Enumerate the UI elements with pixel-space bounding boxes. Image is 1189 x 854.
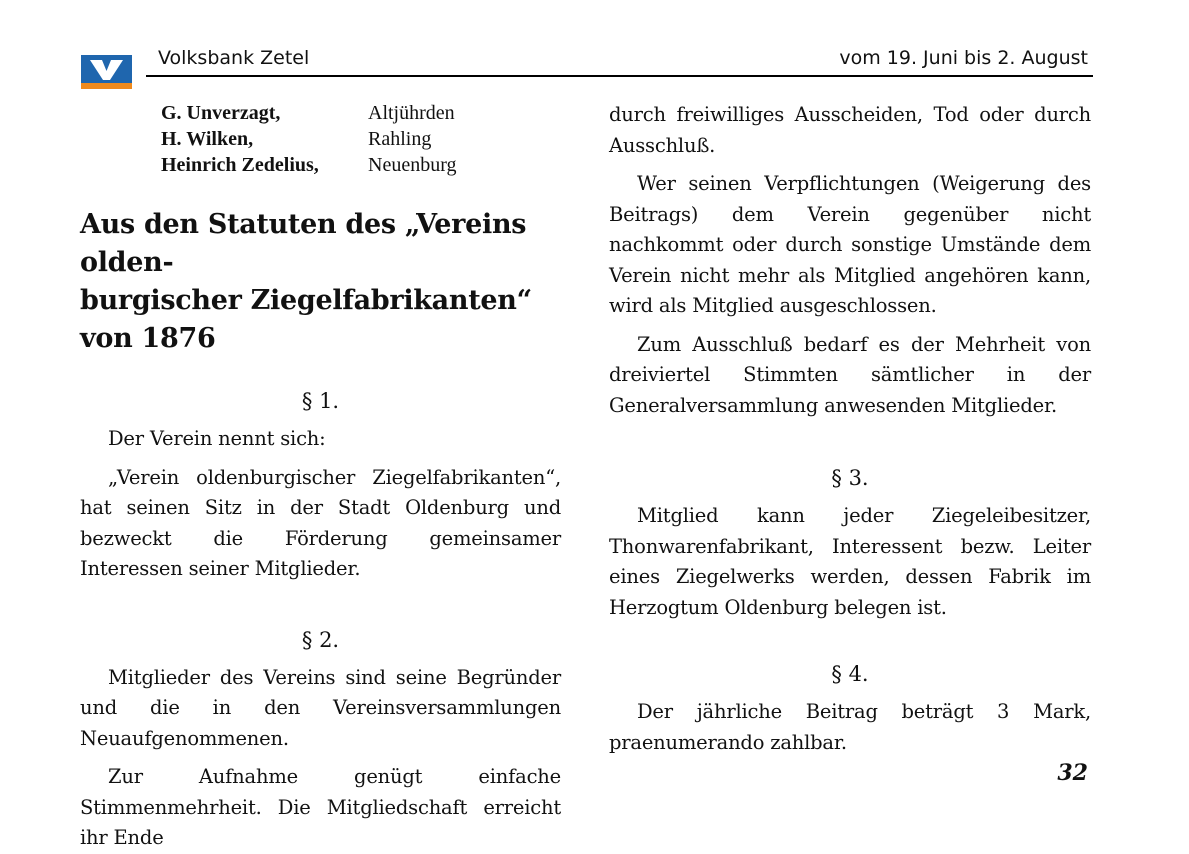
board-list: [161, 100, 561, 178]
section-1-heading: § 1.: [301, 389, 340, 413]
date-range: vom 19. Juni bis 2. August: [839, 47, 1088, 69]
section-2-paragraph: Mitglieder des Vereins sind seine Begründer und die in den Vereinsversammlungen Neuaufgenommenen.: [80, 665, 561, 750]
section-1-paragraph: Der Verein nennt sich:: [108, 427, 326, 450]
section-3-heading: § 3.: [831, 466, 869, 490]
bank-name: Volksbank Zetel: [158, 47, 310, 69]
statutes-title-line2: burgischer Ziegelfabrikanten“ von 1876: [80, 285, 532, 354]
section-2-paragraph: Wer seinen Verpflichtungen (Weigerung des Beitrags) dem Verein gegenüber nicht nachkommt oder durch sonstige Umstände dem Verein nicht mehr als Mitglied angehören kann, wird als Mitglied ausgeschlossen.: [609, 172, 1091, 317]
section-3-paragraph: Mitglied kann jeder Ziegeleibesitzer, Thonwarenfabrikant, Interessent bezw. Leiter eines Ziegelwerks werden, dessen Fabrik im Herzogtum Oldenburg belegen ist.: [609, 504, 1091, 619]
board-member-name: H. Wilken,: [161, 128, 254, 150]
page-number: 32: [1057, 760, 1088, 786]
left-column: [80, 100, 561, 854]
section-2-paragraph: Zum Ausschluß bedarf es der Mehrheit von dreiviertel Stimmten sämtlicher in der Generalversammlung anwesenden Mitglieder.: [609, 332, 1091, 417]
header-divider: [146, 75, 1093, 77]
statutes-title-line1: Aus den Statuten des „Vereins olden-: [80, 209, 527, 278]
section-1-paragraph: „Verein oldenburgischer Ziegelfabrikanten“, hat seinen Sitz in der Stadt Oldenburg und bezweckt die Förderung gemeinsamer Interessen seiner Mitglieder.: [80, 465, 561, 580]
section-2-paragraph: Zur Aufnahme genügt einfache Stimmenmehrheit. Die Mitgliedschaft erreicht ihr Ende: [80, 765, 561, 849]
board-member-place: Altjührden: [368, 102, 455, 124]
board-member-name: G. Unverzagt,: [161, 102, 281, 124]
right-column: [609, 100, 1091, 758]
section-4-heading: § 4.: [831, 662, 869, 686]
section-4-paragraph: Der jährliche Beitrag beträgt 3 Mark, praenumerando zahlbar.: [609, 700, 1091, 754]
section-2-heading: § 2.: [301, 627, 340, 652]
board-member-place: Rahling: [368, 128, 432, 150]
volksbank-logo-icon: [81, 55, 132, 89]
board-member-place: Neuenburg: [368, 154, 457, 176]
statutes-title: [80, 206, 561, 358]
section-2-paragraph-continued: durch freiwilliges Ausscheiden, Tod oder durch Ausschluß.: [609, 103, 1091, 157]
board-member-name: Heinrich Zedelius,: [161, 154, 319, 176]
